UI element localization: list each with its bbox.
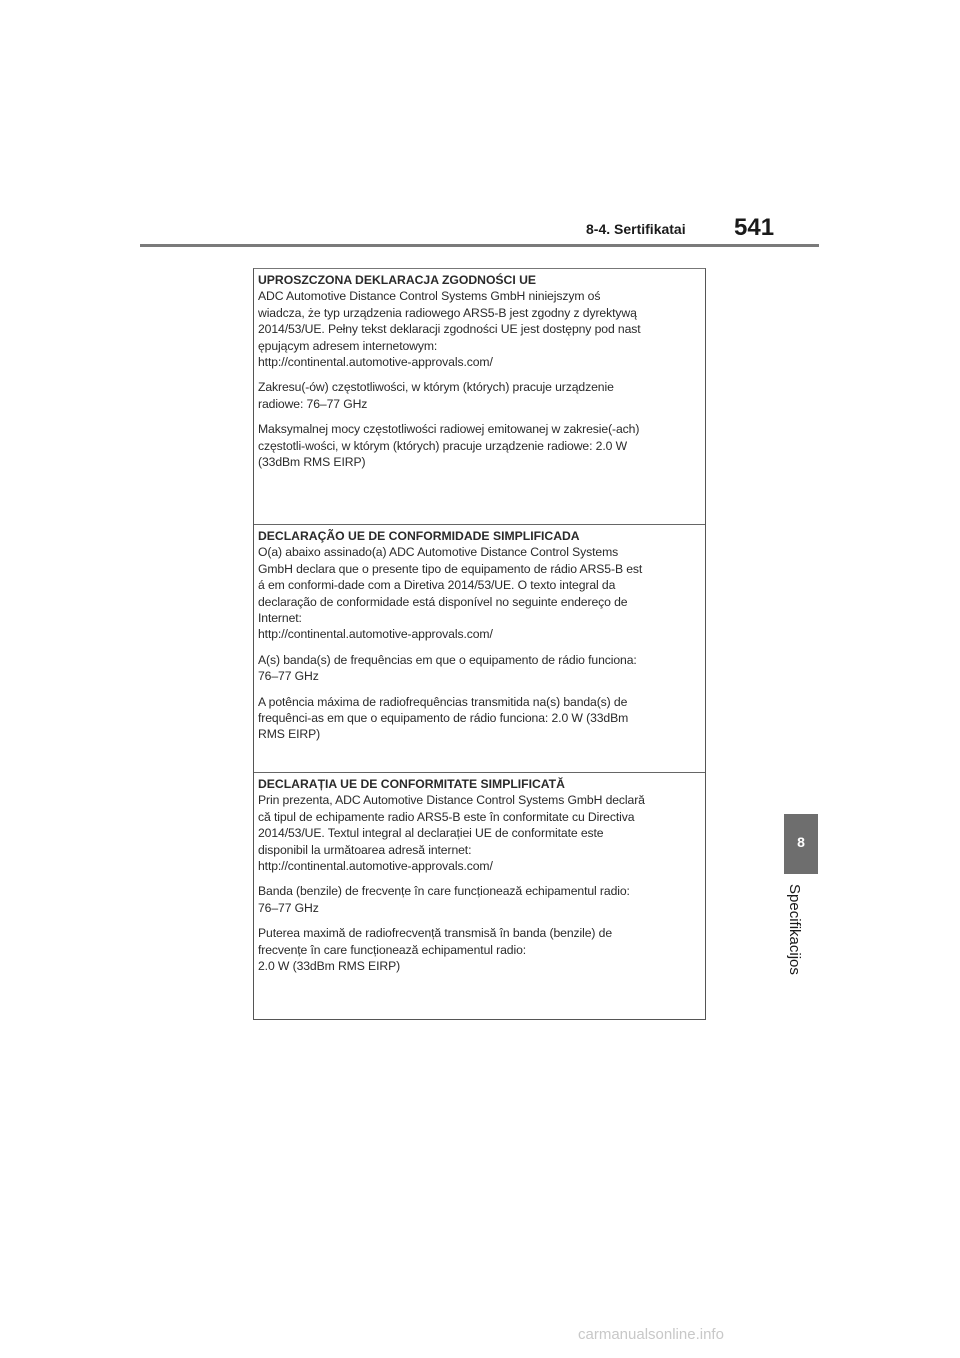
chapter-label-text: Specifikacijos bbox=[786, 884, 803, 975]
declaration-romanian bbox=[254, 773, 705, 1019]
declaration-paragraph: ADC Automotive Distance Control Systems GmbH niniejszym oś wiadcza, że typ urządzenia radiowego ARS5-B jest zgodny z dyrektywą 2014/53/UE. Pełny tekst deklaracji zgodności UE jest dostępny pod nast ępującym adresem internetowym: http://continental.automotive-approvals.com/ bbox=[258, 289, 641, 370]
declaration-paragraph: A(s) banda(s) de frequências em que o equipamento de rádio funciona: 76–77 GHz bbox=[258, 652, 637, 684]
declaration-title: DECLARAÇÃO UE DE CONFORMIDADE SIMPLIFICADA bbox=[258, 529, 580, 543]
declaration-paragraph: O(a) abaixo assinado(a) ADC Automotive Distance Control Systems GmbH declara que o presente tipo de equipamento de rádio ARS5-B est á em conformi-dade com a Diretiva 2014/53/UE. O texto integral da declaração de conformidade está disponível no seguinte endereço de Internet: http://continental.automotive-approvals.com/ bbox=[258, 545, 643, 642]
declaration-paragraph: Puterea maximă de radiofrecvență transmisă în banda (benzile) de frecvențe în care funcționează echipamentul radio: 2.0 W (33dBm RMS EIRP) bbox=[258, 926, 613, 974]
declaration-portuguese bbox=[254, 525, 705, 773]
declaration-polish bbox=[254, 269, 705, 525]
section-title: 8-4. Sertifikatai bbox=[586, 221, 686, 237]
declaration-paragraph: Prin prezenta, ADC Automotive Distance Control Systems GmbH declară că tipul de echipamente radio ARS5-B este în conformitate cu Directiva 2014/53/UE. Textul integral al declarației UE de conformitate este disponibil la următoarea adresă internet: http://continental.automotive-approvals.com/ bbox=[258, 793, 645, 874]
declarations-scan bbox=[253, 268, 706, 1020]
declaration-title: UPROSZCZONA DEKLARACJA ZGODNOŚCI UE bbox=[258, 273, 537, 287]
declaration-paragraph: A potência máxima de radiofrequências transmitida na(s) banda(s) de frequênci-as em que o equipamento de rádio funciona: 2.0 W (33dBm RMS EIRP) bbox=[258, 694, 629, 742]
chapter-tab bbox=[784, 814, 818, 874]
declaration-paragraph: Banda (benzile) de frecvențe în care funcționează echipamentul radio: 76–77 GHz bbox=[258, 884, 630, 915]
header-rule bbox=[140, 244, 819, 247]
declaration-paragraph: Zakresu(-ów) częstotliwości, w którym (których) pracuje urządzenie radiowe: 76–77 GHz bbox=[258, 380, 614, 411]
chapter-label bbox=[788, 884, 814, 994]
declaration-paragraph: Maksymalnej mocy częstotliwości radiowej emitowanej w zakresie(-ach) częstotli-wości, w którym (których) pracuje urządzenie radiowe: 2.0 W (33dBm RMS EIRP) bbox=[258, 422, 640, 470]
watermark-text: carmanualsonline.info bbox=[578, 1326, 724, 1343]
chapter-number: 8 bbox=[797, 834, 805, 850]
declaration-title: DECLARAȚIA UE DE CONFORMITATE SIMPLIFICATĂ bbox=[258, 777, 565, 791]
page-number: 541 bbox=[734, 214, 775, 241]
